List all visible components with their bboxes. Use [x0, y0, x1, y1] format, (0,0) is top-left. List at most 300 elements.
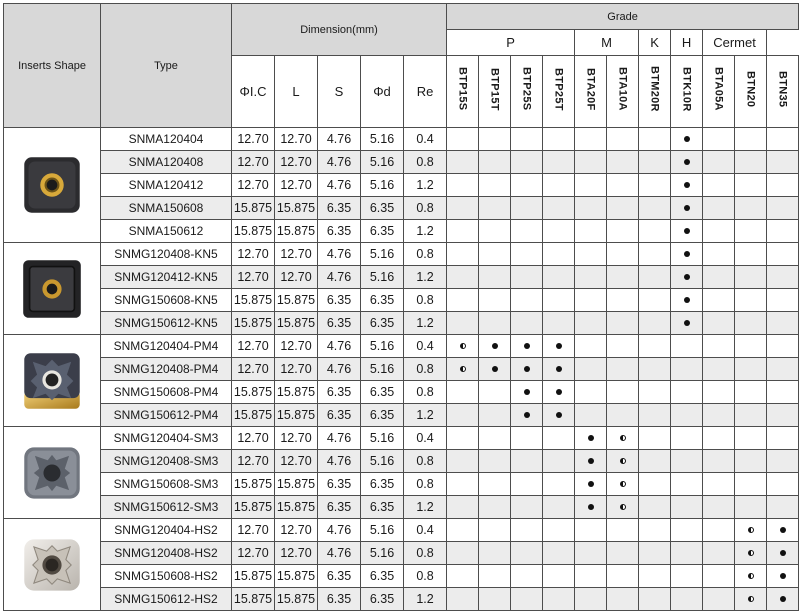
- grade-label: BTP15T: [488, 67, 501, 111]
- grade-cell-btn35: [767, 174, 799, 197]
- dim-cell-s: 4.76: [318, 542, 361, 565]
- type-cell: SNMA150612: [101, 220, 232, 243]
- grade-cell-btp15s: [447, 243, 479, 266]
- grade-cell-btp25t: [543, 519, 575, 542]
- dim-cell-re: 0.8: [404, 473, 447, 496]
- dim-cell-ic: 12.70: [232, 427, 275, 450]
- grade-cell-btn35: [767, 450, 799, 473]
- dim-cell-l: 15.875: [275, 312, 318, 335]
- grade-cell-bta05a: [703, 381, 735, 404]
- grade-cell-btp25t: [543, 473, 575, 496]
- optional-half-dot-icon: [748, 573, 754, 579]
- dim-cell-l: 15.875: [275, 588, 318, 611]
- grade-label: BTA20F: [584, 67, 597, 111]
- grade-cell-btn20: [735, 358, 767, 381]
- dim-cell-d: 5.16: [361, 335, 404, 358]
- grade-cell-bta10a: [607, 427, 639, 450]
- dim-cell-ic: 15.875: [232, 404, 275, 427]
- optional-half-dot-icon: [620, 458, 626, 464]
- table-row: [4, 496, 799, 519]
- dim-cell-s: 4.76: [318, 243, 361, 266]
- dim-cell-d: 6.35: [361, 496, 404, 519]
- table-row: [4, 220, 799, 243]
- type-cell: SNMA150608: [101, 197, 232, 220]
- grade-cell-btk10r: [671, 151, 703, 174]
- dim-cell-d: 5.16: [361, 128, 404, 151]
- grade-cell-btm20r: [639, 312, 671, 335]
- grade-cell-bta20f: [575, 220, 607, 243]
- grade-col-btp15t: [479, 56, 511, 128]
- grade-cell-btp25s: [511, 128, 543, 151]
- dim-cell-s: 6.35: [318, 381, 361, 404]
- recommended-dot-icon: [684, 297, 690, 303]
- grade-cell-btp15s: [447, 565, 479, 588]
- dim-cell-re: 0.8: [404, 358, 447, 381]
- table-row: [4, 588, 799, 611]
- grade-col-bta20f: [575, 56, 607, 128]
- grade-cell-bta20f: [575, 542, 607, 565]
- grade-cell-bta10a: [607, 312, 639, 335]
- grade-cell-btp15t: [479, 289, 511, 312]
- dim-cell-re: 0.4: [404, 128, 447, 151]
- optional-half-dot-icon: [748, 527, 754, 533]
- grade-label: BTP15S: [456, 67, 469, 111]
- grade-cell-bta05a: [703, 450, 735, 473]
- grade-cell-btp25t: [543, 335, 575, 358]
- grade-cell-btp15s: [447, 174, 479, 197]
- grade-cell-btp25s: [511, 565, 543, 588]
- grade-cell-btp25t: [543, 151, 575, 174]
- grade-cell-bta05a: [703, 404, 735, 427]
- grade-cell-btn20: [735, 496, 767, 519]
- type-cell: SNMG120404-PM4: [101, 335, 232, 358]
- dimension-col-0: ΦI.C: [232, 56, 275, 128]
- grade-cell-bta10a: [607, 197, 639, 220]
- dim-cell-re: 1.2: [404, 404, 447, 427]
- grade-cell-bta05a: [703, 243, 735, 266]
- grade-cell-bta10a: [607, 588, 639, 611]
- grade-cell-btn35: [767, 358, 799, 381]
- grade-cell-btm20r: [639, 151, 671, 174]
- dim-cell-d: 5.16: [361, 450, 404, 473]
- recommended-dot-icon: [780, 596, 786, 602]
- grade-label: BTN35: [776, 70, 789, 108]
- dim-cell-l: 12.70: [275, 519, 318, 542]
- grade-label: BTA05A: [712, 67, 725, 111]
- grade-cell-btp15s: [447, 312, 479, 335]
- grade-label: BTP25S: [520, 67, 533, 111]
- insert-pm4-icon: [4, 349, 100, 413]
- dim-cell-ic: 12.70: [232, 174, 275, 197]
- type-cell: SNMG120404-SM3: [101, 427, 232, 450]
- optional-half-dot-icon: [748, 596, 754, 602]
- dim-cell-re: 1.2: [404, 220, 447, 243]
- grade-cell-btp15s: [447, 220, 479, 243]
- optional-half-dot-icon: [620, 504, 626, 510]
- dim-cell-l: 12.70: [275, 335, 318, 358]
- grade-cell-bta10a: [607, 174, 639, 197]
- dim-cell-ic: 15.875: [232, 220, 275, 243]
- recommended-dot-icon: [556, 389, 562, 395]
- dim-cell-s: 6.35: [318, 404, 361, 427]
- dim-cell-ic: 12.70: [232, 243, 275, 266]
- grade-cell-btn20: [735, 335, 767, 358]
- grade-cell-btp15t: [479, 473, 511, 496]
- grade-cell-bta20f: [575, 174, 607, 197]
- grade-cell-btm20r: [639, 565, 671, 588]
- grade-cell-btp25t: [543, 404, 575, 427]
- grade-cell-btk10r: [671, 289, 703, 312]
- grade-cell-btp25t: [543, 358, 575, 381]
- table-row: [4, 381, 799, 404]
- grade-cell-bta10a: [607, 381, 639, 404]
- grade-cell-btn35: [767, 588, 799, 611]
- grade-cell-bta05a: [703, 358, 735, 381]
- grade-cell-btn20: [735, 519, 767, 542]
- dim-cell-re: 1.2: [404, 174, 447, 197]
- dim-cell-d: 5.16: [361, 243, 404, 266]
- grade-cell-btk10r: [671, 266, 703, 289]
- dim-cell-d: 5.16: [361, 542, 404, 565]
- type-cell: SNMG150608-PM4: [101, 381, 232, 404]
- optional-half-dot-icon: [748, 550, 754, 556]
- grade-cell-btp15s: [447, 588, 479, 611]
- recommended-dot-icon: [684, 228, 690, 234]
- dim-cell-l: 12.70: [275, 358, 318, 381]
- type-cell: SNMG120408-HS2: [101, 542, 232, 565]
- grade-cell-btk10r: [671, 588, 703, 611]
- grade-cell-bta05a: [703, 519, 735, 542]
- insert-shape-cell: [4, 427, 101, 519]
- dim-cell-s: 6.35: [318, 220, 361, 243]
- grade-cell-btm20r: [639, 519, 671, 542]
- dim-cell-s: 6.35: [318, 289, 361, 312]
- grade-cell-bta05a: [703, 151, 735, 174]
- dim-cell-d: 6.35: [361, 289, 404, 312]
- dim-cell-l: 12.70: [275, 427, 318, 450]
- grade-cell-btp15s: [447, 266, 479, 289]
- grade-cell-btp25s: [511, 404, 543, 427]
- grade-cell-bta10a: [607, 404, 639, 427]
- grade-cell-btk10r: [671, 565, 703, 588]
- table-row: [4, 335, 799, 358]
- grade-label: BTK10R: [680, 66, 693, 112]
- grade-cell-btn35: [767, 151, 799, 174]
- dim-cell-l: 12.70: [275, 243, 318, 266]
- recommended-dot-icon: [684, 205, 690, 211]
- type-cell: SNMG150608-SM3: [101, 473, 232, 496]
- dim-cell-d: 5.16: [361, 427, 404, 450]
- dim-cell-s: 6.35: [318, 197, 361, 220]
- optional-half-dot-icon: [620, 481, 626, 487]
- grade-cell-btp25t: [543, 588, 575, 611]
- dim-cell-l: 15.875: [275, 565, 318, 588]
- dim-cell-s: 4.76: [318, 427, 361, 450]
- grade-cell-btp25s: [511, 289, 543, 312]
- recommended-dot-icon: [556, 366, 562, 372]
- recommended-dot-icon: [780, 550, 786, 556]
- grade-cell-btp15s: [447, 404, 479, 427]
- grade-group-cermet: Cermet: [703, 30, 767, 56]
- dimension-col-3: Φd: [361, 56, 404, 128]
- grade-cell-btp15s: [447, 496, 479, 519]
- grade-cell-btk10r: [671, 404, 703, 427]
- grade-cell-btp15s: [447, 128, 479, 151]
- grade-cell-btp15s: [447, 542, 479, 565]
- optional-half-dot-icon: [460, 366, 466, 372]
- dimension-col-2: S: [318, 56, 361, 128]
- dim-cell-ic: 15.875: [232, 473, 275, 496]
- grade-cell-btp25t: [543, 542, 575, 565]
- grade-cell-bta10a: [607, 565, 639, 588]
- grade-group-p: P: [447, 30, 575, 56]
- grade-cell-btp25s: [511, 197, 543, 220]
- grade-cell-btp15s: [447, 358, 479, 381]
- grade-cell-bta20f: [575, 151, 607, 174]
- recommended-dot-icon: [524, 412, 530, 418]
- grade-cell-bta05a: [703, 220, 735, 243]
- dim-cell-s: 4.76: [318, 519, 361, 542]
- dim-cell-l: 15.875: [275, 197, 318, 220]
- grade-cell-btp25s: [511, 266, 543, 289]
- grade-cell-btn20: [735, 381, 767, 404]
- dim-cell-ic: 12.70: [232, 151, 275, 174]
- grade-cell-bta20f: [575, 335, 607, 358]
- grade-cell-btm20r: [639, 220, 671, 243]
- dim-cell-ic: 12.70: [232, 358, 275, 381]
- grade-cell-btp25s: [511, 588, 543, 611]
- recommended-dot-icon: [588, 481, 594, 487]
- dim-cell-s: 4.76: [318, 174, 361, 197]
- grade-cell-btp25s: [511, 335, 543, 358]
- grade-cell-btn35: [767, 496, 799, 519]
- insert-shape-cell: [4, 243, 101, 335]
- grade-cell-btk10r: [671, 473, 703, 496]
- grade-cell-btp25s: [511, 220, 543, 243]
- grade-cell-btm20r: [639, 496, 671, 519]
- grade-cell-btn35: [767, 197, 799, 220]
- dim-cell-re: 0.8: [404, 151, 447, 174]
- grade-cell-btk10r: [671, 312, 703, 335]
- dim-cell-d: 5.16: [361, 151, 404, 174]
- dim-cell-re: 0.4: [404, 335, 447, 358]
- grade-cell-btk10r: [671, 496, 703, 519]
- recommended-dot-icon: [780, 573, 786, 579]
- grade-cell-bta10a: [607, 266, 639, 289]
- dim-cell-re: 0.4: [404, 427, 447, 450]
- grade-col-bta10a: [607, 56, 639, 128]
- grade-cell-btp25s: [511, 427, 543, 450]
- grade-cell-btm20r: [639, 473, 671, 496]
- grade-cell-btn35: [767, 266, 799, 289]
- dim-cell-ic: 15.875: [232, 565, 275, 588]
- grade-group-k: K: [639, 30, 671, 56]
- grade-cell-bta05a: [703, 335, 735, 358]
- grade-cell-bta20f: [575, 404, 607, 427]
- grade-cell-btn20: [735, 427, 767, 450]
- dim-cell-s: 4.76: [318, 450, 361, 473]
- grade-cell-btp15t: [479, 312, 511, 335]
- grade-cell-btp25s: [511, 496, 543, 519]
- dim-cell-s: 4.76: [318, 128, 361, 151]
- table-row: [4, 519, 799, 542]
- dim-cell-ic: 15.875: [232, 197, 275, 220]
- type-cell: SNMG150612-KN5: [101, 312, 232, 335]
- grade-cell-bta20f: [575, 289, 607, 312]
- table-row: [4, 128, 799, 151]
- dim-cell-ic: 12.70: [232, 519, 275, 542]
- dim-cell-ic: 12.70: [232, 542, 275, 565]
- type-cell: SNMG150608-KN5: [101, 289, 232, 312]
- table-row: [4, 565, 799, 588]
- grade-cell-btm20r: [639, 588, 671, 611]
- type-cell: SNMG120408-KN5: [101, 243, 232, 266]
- grade-cell-btp15t: [479, 565, 511, 588]
- grade-cell-btp25t: [543, 128, 575, 151]
- type-cell: SNMA120408: [101, 151, 232, 174]
- grade-cell-btp15t: [479, 358, 511, 381]
- insert-hs2-icon: [4, 533, 100, 597]
- insert-shape-cell: [4, 335, 101, 427]
- grade-cell-btk10r: [671, 427, 703, 450]
- grade-cell-bta05a: [703, 312, 735, 335]
- dim-cell-s: 6.35: [318, 312, 361, 335]
- grade-cell-bta20f: [575, 473, 607, 496]
- grade-cell-bta20f: [575, 588, 607, 611]
- dim-cell-l: 12.70: [275, 174, 318, 197]
- insert-shape-cell: [4, 128, 101, 243]
- grade-cell-btn20: [735, 243, 767, 266]
- grade-cell-bta20f: [575, 266, 607, 289]
- grade-cell-btk10r: [671, 358, 703, 381]
- dim-cell-d: 6.35: [361, 220, 404, 243]
- grade-col-btp15s: [447, 56, 479, 128]
- grade-cell-btk10r: [671, 174, 703, 197]
- insert-shape-cell: [4, 519, 101, 611]
- dim-cell-d: 6.35: [361, 473, 404, 496]
- type-cell: SNMG150612-PM4: [101, 404, 232, 427]
- type-cell: SNMG150612-HS2: [101, 588, 232, 611]
- grade-cell-bta20f: [575, 312, 607, 335]
- grade-cell-btp25s: [511, 243, 543, 266]
- grade-cell-btp25s: [511, 358, 543, 381]
- dim-cell-d: 6.35: [361, 588, 404, 611]
- dim-cell-ic: 15.875: [232, 588, 275, 611]
- grade-cell-btp25s: [511, 450, 543, 473]
- dim-cell-re: 0.8: [404, 565, 447, 588]
- recommended-dot-icon: [588, 458, 594, 464]
- grade-cell-btp15s: [447, 473, 479, 496]
- grade-col-btn20: [735, 56, 767, 128]
- recommended-dot-icon: [524, 343, 530, 349]
- grade-cell-btp15s: [447, 427, 479, 450]
- grade-cell-btm20r: [639, 404, 671, 427]
- grade-cell-btp15t: [479, 381, 511, 404]
- table-row: [4, 197, 799, 220]
- type-header: Type: [101, 4, 232, 128]
- grade-cell-btp25t: [543, 381, 575, 404]
- grade-col-btk10r: [671, 56, 703, 128]
- grade-cell-btp15t: [479, 404, 511, 427]
- grade-cell-bta20f: [575, 519, 607, 542]
- grade-cell-bta20f: [575, 381, 607, 404]
- grade-cell-btp15t: [479, 519, 511, 542]
- grade-cell-btp15t: [479, 243, 511, 266]
- grade-cell-btp25t: [543, 197, 575, 220]
- grade-cell-btm20r: [639, 381, 671, 404]
- grade-cell-btp15t: [479, 151, 511, 174]
- grade-cell-btn35: [767, 404, 799, 427]
- grade-cell-btp25t: [543, 565, 575, 588]
- grade-cell-btp15s: [447, 289, 479, 312]
- dim-cell-re: 0.4: [404, 519, 447, 542]
- dim-cell-s: 4.76: [318, 335, 361, 358]
- dim-cell-l: 15.875: [275, 473, 318, 496]
- dim-cell-d: 6.35: [361, 381, 404, 404]
- grade-group-h: H: [671, 30, 703, 56]
- dim-cell-re: 0.8: [404, 542, 447, 565]
- dim-cell-ic: 15.875: [232, 289, 275, 312]
- grade-cell-bta20f: [575, 427, 607, 450]
- grade-cell-btk10r: [671, 519, 703, 542]
- dim-cell-s: 4.76: [318, 266, 361, 289]
- grade-cell-btp15t: [479, 197, 511, 220]
- dimension-col-1: L: [275, 56, 318, 128]
- grade-cell-btn35: [767, 542, 799, 565]
- type-cell: SNMG120412-KN5: [101, 266, 232, 289]
- recommended-dot-icon: [684, 136, 690, 142]
- grade-cell-btp25t: [543, 450, 575, 473]
- grade-cell-btp15t: [479, 542, 511, 565]
- grade-cell-btk10r: [671, 335, 703, 358]
- insert-kn5-icon: [4, 257, 100, 321]
- recommended-dot-icon: [684, 251, 690, 257]
- table-row: [4, 542, 799, 565]
- dim-cell-d: 5.16: [361, 358, 404, 381]
- grade-col-bta05a: [703, 56, 735, 128]
- grade-cell-btp25t: [543, 427, 575, 450]
- type-cell: SNMG150608-HS2: [101, 565, 232, 588]
- grade-cell-bta05a: [703, 266, 735, 289]
- grade-cell-btn35: [767, 519, 799, 542]
- grade-cell-bta20f: [575, 358, 607, 381]
- grade-cell-btn35: [767, 128, 799, 151]
- grade-cell-bta20f: [575, 243, 607, 266]
- dim-cell-re: 0.8: [404, 289, 447, 312]
- table-row: [4, 151, 799, 174]
- dim-cell-l: 15.875: [275, 220, 318, 243]
- dim-cell-ic: 12.70: [232, 335, 275, 358]
- grade-cell-btn35: [767, 243, 799, 266]
- grade-cell-btn20: [735, 312, 767, 335]
- grade-cell-btm20r: [639, 128, 671, 151]
- recommended-dot-icon: [556, 343, 562, 349]
- table-row: [4, 243, 799, 266]
- dim-cell-re: 1.2: [404, 266, 447, 289]
- grade-header: Grade: [447, 4, 799, 30]
- grade-cell-btp25t: [543, 496, 575, 519]
- grade-cell-btm20r: [639, 289, 671, 312]
- grade-cell-bta10a: [607, 151, 639, 174]
- inserts-table: [3, 3, 799, 611]
- grade-cell-bta05a: [703, 197, 735, 220]
- grade-cell-bta20f: [575, 496, 607, 519]
- recommended-dot-icon: [524, 389, 530, 395]
- grade-cell-bta05a: [703, 473, 735, 496]
- grade-cell-bta20f: [575, 128, 607, 151]
- grade-cell-btn20: [735, 220, 767, 243]
- grade-cell-btp15s: [447, 197, 479, 220]
